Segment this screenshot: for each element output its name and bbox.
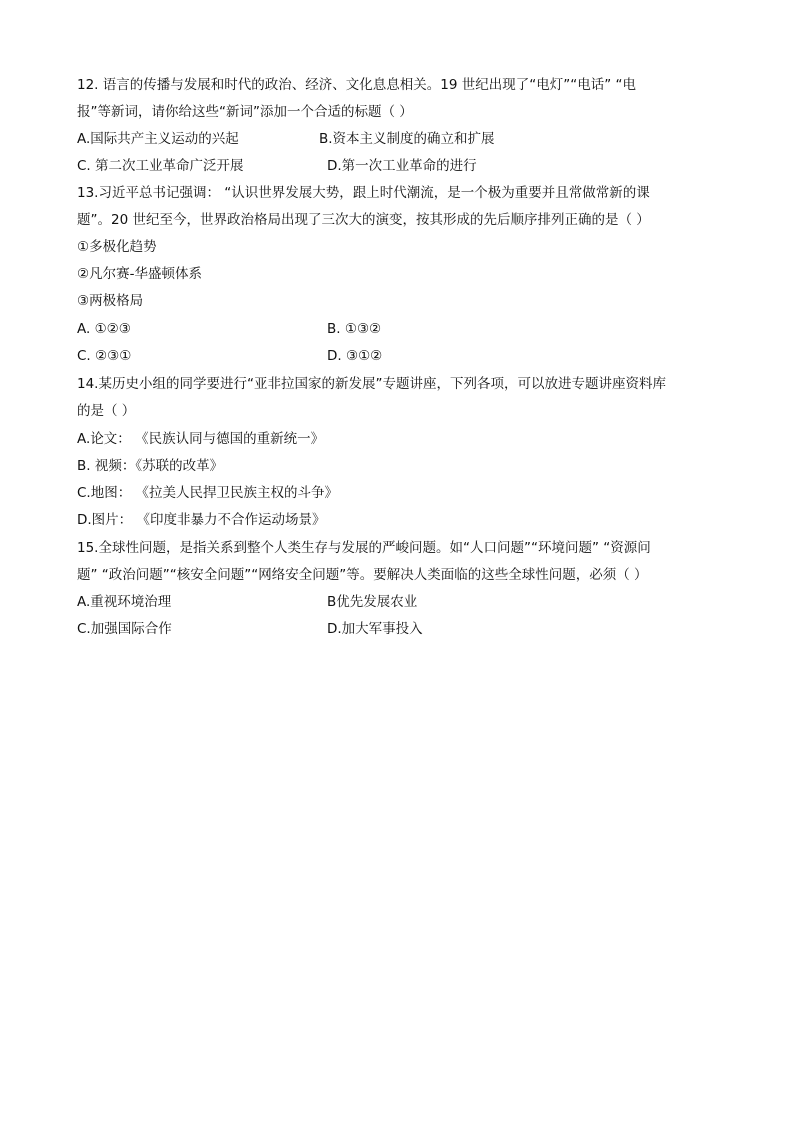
q15-stem-line-1: 15.全球性问题，是指关系到整个人类生存与发展的严峻问题。如“人口问题”“环境问题” “资源问	[77, 540, 651, 556]
q12-option-a: A.国际共产主义运动的兴起	[77, 131, 239, 147]
q14-option-a: A.论文： 《民族认同与德国的重新统一》	[77, 431, 325, 447]
q15-option-c: C.加强国际合作	[77, 621, 172, 637]
q13-item-1: ①多极化趋势	[77, 239, 157, 255]
q13-option-row-1	[77, 320, 737, 338]
q12-option-c: C. 第二次工业革命广泛开展	[77, 158, 244, 174]
q14-option-c: C.地图： 《拉美人民捍卫民族主权的斗争》	[77, 485, 339, 501]
q14-stem-line-2: 的是（ ）	[77, 403, 136, 419]
q14-option-d: D.图片： 《印度非暴力不合作运动场景》	[77, 512, 326, 528]
q14-stem-line-1: 14.某历史小组的同学要进行“亚非拉国家的新发展”专题讲座，下列各项，可以放进专题讲座资料库	[77, 376, 666, 392]
q13-option-c: C. ②③①	[77, 348, 132, 364]
q13-option-row-2	[77, 347, 737, 365]
q13-item-2: ②凡尔赛-华盛顿体系	[77, 266, 202, 282]
q12-option-d: D.第一次工业革命的进行	[327, 158, 477, 174]
q13-option-a: A. ①②③	[77, 321, 131, 337]
q13-item-3: ③两极格局	[77, 293, 144, 309]
q12-option-row-1	[77, 130, 737, 148]
q13-stem-line-2: 题”。20 世纪至今，世界政治格局出现了三次大的演变，按其形成的先后顺序排列正确的是（ ）	[77, 212, 650, 228]
q12-stem-line-2: 报”等新词，请你给这些“新词”添加一个合适的标题（ ）	[77, 104, 413, 120]
q15-option-d: D.加大军事投入	[327, 621, 423, 637]
q12-option-b: B.资本主义制度的确立和扩展	[319, 131, 495, 147]
q15-option-a: A.重视环境治理	[77, 594, 172, 610]
q15-option-row-1	[77, 593, 737, 611]
q14-option-b: B. 视频：《苏联的改革》	[77, 458, 224, 474]
q12-option-row-2	[77, 157, 737, 175]
q15-option-row-2	[77, 620, 737, 638]
q13-option-b: B. ①③②	[327, 321, 382, 337]
q15-option-b: B优先发展农业	[327, 594, 418, 610]
q15-stem-line-2: 题” “政治问题”“核安全问题”“网络安全问题”等。要解决人类面临的这些全球性问题，必须（ ）	[77, 567, 648, 583]
q12-stem-line-1: 12. 语言的传播与发展和时代的政治、经济、文化息息相关。19 世纪出现了“电灯”“电话” “电	[77, 77, 636, 93]
q13-stem-line-1: 13.习近平总书记强调： “认识世界发展大势，跟上时代潮流，是一个极为重要并且常做常新的课	[77, 185, 650, 201]
q13-option-d: D. ③①②	[327, 348, 383, 364]
